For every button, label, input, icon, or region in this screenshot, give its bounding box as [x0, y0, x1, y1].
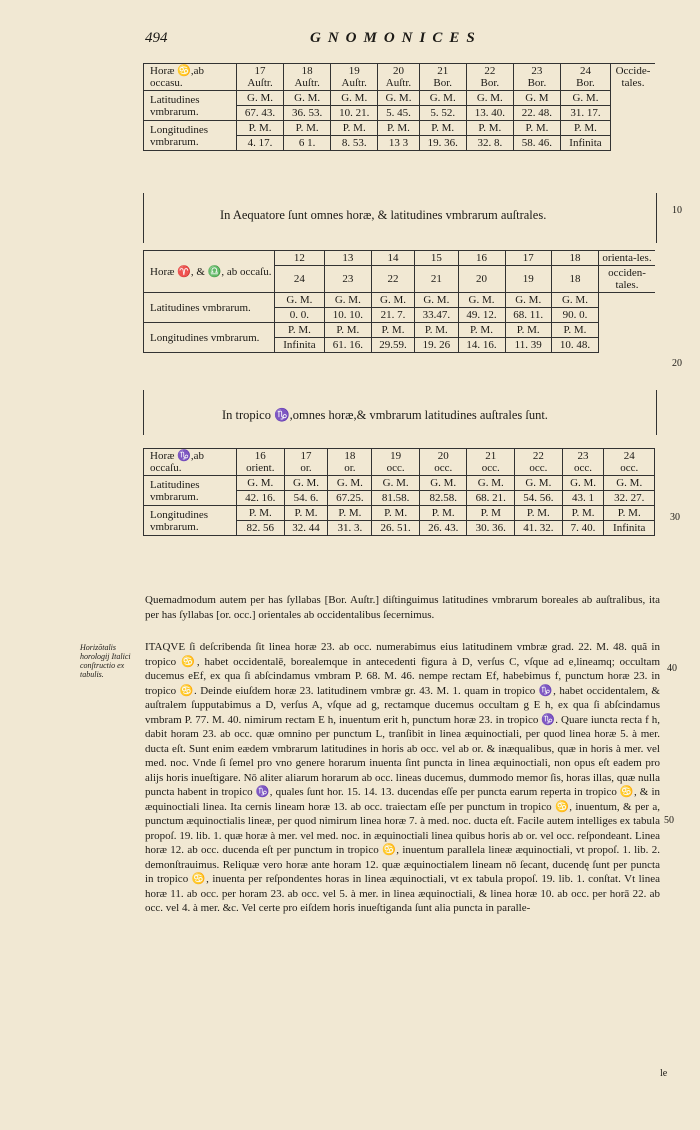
table-cell: 67. 43. [237, 106, 284, 121]
cell-text: 18 [301, 65, 313, 77]
cell-text: Auſtr. [294, 77, 320, 89]
table-cell: 31. 17. [560, 106, 610, 121]
table-cell: 16 [458, 251, 505, 266]
table-cell: P. M. [324, 323, 371, 338]
col-head [419, 64, 466, 91]
cell-text: 23 [531, 65, 543, 77]
table-cell: 32. 8. [466, 136, 513, 151]
table-cell: 11. 39 [505, 338, 551, 353]
table-cell: 36. 53. [284, 106, 331, 121]
table-cell: P. M. [284, 121, 331, 136]
table-cell: 43. 1 [562, 491, 604, 506]
table-cell: G. M. [466, 91, 513, 106]
cell-text: 21 [437, 65, 449, 77]
banner-capricorn: In tropico ♑,omnes horæ,& vmbrarum latitudines auſtrales ſunt. [222, 408, 548, 422]
table-cell [604, 449, 655, 476]
cell-text: 16 [254, 450, 266, 462]
paragraph-intro: Quemadmodum autem per has ſyllabas [Bor. Auſtr.] diſtinguimus latitudines vmbrarum boreales ab auſtralibus, ita per has ſyllabas [or. occ.] orientales ab occidentalibus ſecernimus. [145, 594, 660, 621]
table-cell: G. M. [237, 91, 284, 106]
table-cell: 10. 10. [324, 308, 371, 323]
table-cell: P. M. [237, 506, 285, 521]
table-cell: 67.25. [328, 491, 372, 506]
table-cell: G. M. [284, 476, 328, 491]
cell-text: Auſtr. [247, 77, 273, 89]
table-cell: G. M. [505, 293, 551, 308]
table-aries-libra-hours [143, 250, 655, 353]
table-cell: G. M. [560, 91, 610, 106]
table-cell: G. M. [237, 476, 285, 491]
table-cell: 6 1. [284, 136, 331, 151]
col-head [560, 64, 610, 91]
table-cell: 0. 0. [275, 308, 325, 323]
table-cell: 19. 26 [415, 338, 458, 353]
table-cell: 17 [505, 251, 551, 266]
table-cell: 18 [551, 251, 598, 266]
lon-label: Longitudines vmbrarum. [144, 506, 237, 536]
table-cell: 19 [505, 266, 551, 293]
line-number: 10 [672, 205, 682, 216]
cell-text: 20 [437, 450, 449, 462]
table-cell: 22 [371, 266, 414, 293]
table-cell: P. M. [328, 506, 372, 521]
table-cell: P. M. [419, 506, 467, 521]
table-cancer-hours [143, 63, 655, 151]
table-cell: 22. 48. [513, 106, 560, 121]
cell-text: Auſtr. [341, 77, 367, 89]
table-cell: 41. 32. [515, 521, 563, 536]
table-cell: G. M. [604, 476, 655, 491]
table-cell: 82. 56 [237, 521, 285, 536]
table-cell: 13 [324, 251, 371, 266]
table-cell: G. M. [458, 293, 505, 308]
table-cell: 29.59. [371, 338, 414, 353]
table-cell: 13. 40. [466, 106, 513, 121]
table-cell: P. M. [331, 121, 378, 136]
table-cell: G. M. [562, 476, 604, 491]
table-cell: 14 [371, 251, 414, 266]
table-cell: G. M. [372, 476, 420, 491]
table-cell: P. M. [513, 121, 560, 136]
line-number: 20 [672, 358, 682, 369]
table-cell: 10. 48. [551, 338, 598, 353]
table-cell [467, 449, 515, 476]
table-cell: 19. 36. [419, 136, 466, 151]
table-cell: P. M. [560, 121, 610, 136]
table-cell: 33.47. [415, 308, 458, 323]
table-cell: 54. 6. [284, 491, 328, 506]
table-capricorn-hours [143, 448, 655, 536]
table-cell: G. M. [324, 293, 371, 308]
col-head [331, 64, 378, 91]
table-cell [237, 449, 285, 476]
cell-text: 19 [390, 450, 402, 462]
cell-text: or. [344, 462, 356, 474]
cell-text: 22 [484, 65, 496, 77]
cell-text: 20 [392, 65, 404, 77]
lat-label: Latitudines vmbrarum. [144, 91, 237, 121]
running-header [145, 30, 665, 50]
table-cell: 15 [415, 251, 458, 266]
table-cell: P. M. [515, 506, 563, 521]
side-label: Occide-tales. [611, 64, 656, 151]
table-cell: 7. 40. [562, 521, 604, 536]
col-head [237, 64, 284, 91]
table-cell: P. M. [466, 121, 513, 136]
cell-text: occ. [481, 462, 500, 474]
table-cell [328, 449, 372, 476]
table-cell: 5. 52. [419, 106, 466, 121]
table-cell: 54. 56. [515, 491, 563, 506]
table-cell: G. M [513, 91, 560, 106]
col-head [284, 64, 331, 91]
table-cell: 31. 3. [328, 521, 372, 536]
cell-text: 24 [623, 450, 635, 462]
table-cell: 21 [415, 266, 458, 293]
cell-text: 21 [485, 450, 497, 462]
cell-text: occ. [529, 462, 548, 474]
table-cell: 68. 21. [467, 491, 515, 506]
cell-text: Bor. [480, 77, 500, 89]
table-cell: 32. 44 [284, 521, 328, 536]
lat-label: Latitudines vmbrarum. [144, 293, 275, 323]
table-cell: 4. 17. [237, 136, 284, 151]
table-cell: G. M. [419, 476, 467, 491]
cell-text: 17 [300, 450, 312, 462]
table-cell: G. M. [371, 293, 414, 308]
table-cell: G. M. [419, 91, 466, 106]
col-head [378, 64, 419, 91]
table-cell: G. M. [378, 91, 419, 106]
cell-text: occ. [574, 462, 593, 474]
cell-text: or. [300, 462, 312, 474]
table-cell: 58. 46. [513, 136, 560, 151]
table-cell [599, 293, 656, 353]
table-cell: P. M. [551, 323, 598, 338]
table-cell: G. M. [284, 91, 331, 106]
cell-text: 17 [254, 65, 266, 77]
lon-label: Longitudines vmbrarum. [144, 121, 237, 151]
table-cell: Infinita [604, 521, 655, 536]
row-header: Horæ ♑,ab occaſu. [144, 449, 237, 476]
table-cell: P. M. [237, 121, 284, 136]
row-header: Horæ ♋,ab occasu. [144, 64, 237, 91]
table-cell: P. M. [415, 323, 458, 338]
table-cell: 8. 53. [331, 136, 378, 151]
cell-text: 18 [344, 450, 356, 462]
table-cell: 81.58. [372, 491, 420, 506]
table-cell [515, 449, 563, 476]
cell-text: Bor. [527, 77, 547, 89]
cell-text: occ. [386, 462, 405, 474]
table-cell: P. M. [604, 506, 655, 521]
col-head [466, 64, 513, 91]
table-cell: 5. 45. [378, 106, 419, 121]
table-cell: 68. 11. [505, 308, 551, 323]
cell-text: Auſtr. [385, 77, 412, 89]
banner-aequator: In Aequatore ſunt omnes horæ, & latitudines vmbrarum auſtrales. [220, 208, 547, 222]
table-cell: 13 3 [378, 136, 419, 151]
table-cell: P. M. [372, 506, 420, 521]
paragraph-main: ITAQVE ſi deſcribenda ſit linea horæ 23. ab occ. numerabimus eius latitudinem vmbræ grad. 22. M. 48. quã in tropico ♋, habet occidentalē, borealemque in antecedenti figura à D, verſus C, vſque ad e,lineamq; occultam ducemus eEf, ex qua ſi abſcindamus vmbram P. 68. M. 46. nempe rectam Ef, habebimus f, punctum horæ 23. in tropico ♋. Deinde eiuſdem horæ 23. latitudinem vmbræ gr. 43. M. 1. quam in tropico ♑, habet occidentalem, & auſtralem ſupputabimus a D, verſus A, vſque ad g, rectamque ducemus occultam g E h, ex qua ſi abſcindamus vmbram P. 77. M. 40. nimirum rectam E h, inuentum erit h, punctum horæ 23. in tropico ♑. Quare iuncta recta f h, dabit horam 23. ab occ. quæ omnino per punctum L, tranſibit in linea æquinoctiali, per quod linea horæ 5. à mer. ducta eſt. Sunt enim eædem vmbrarum latitudines in horis ab occ. vel ab or. & inæqualibus, quæ in horis à mer. vel med. noc. Vnde ſi ſemel pro vno genere horarum inuenta ſint puncta in linea æquinoctiali, non opus eſt eadem pro alijs horis inueſtigare. Nō aliter aliarum horarum ab occ. lineas ducemus, dummodo memor ſis, horas illas, quæ nulla puncta habent in tropico ♑, quales ſunt hor. 15. 14. 13. ducendas eſſe per puncta earum reperta in tropico ♋, & in æquinoctiali linea. Ita cernis lineam horæ 13. ab occ. traiectam eſſe per punctum in tropico ♋, inuentum, & per a, punctum æquinoctialis lineæ, per quod nimirum linea horæ 7. à med. noc. ducta eſt. Facile autem intelliges ex tabula propoſ. 19. lib. 1. quæ horæ à mer. vel med. noc. in æquinoctiali linea quibus horis ab or. vel occ. reſpondeant. Linea horæ 12. ab occ. ducenda eſt per punctum in tropico ♋, inuentum parallela lineæ æquinoctiali, vt propoſ. 1. lib. 2. demonſtrauimus. Reliquæ vero horæ ante horam 12. quæ æquinoctialem lineam nō ſecant, ducendę ſunt per puncta in tropico ♋, inuenta per reſpondentes horas in linea æquinoctiali, vt ex tabula propoſ. 19. lib. 1. conſtat. Vt linea horæ 11. ab occ. per horam 23. ab occ. vel 5. à mer. in linea æquinoctiali, & linea horæ 10. ab occ. per horā 22. ab occ. vel 4. à mer. &c. Vel certe pro eiſdem horis inueſtiganda ſunt alia puncta in paralle- [145, 641, 660, 914]
table-cell: 18 [551, 266, 598, 293]
table-cell: G. M. [467, 476, 515, 491]
col-head [513, 64, 560, 91]
table-cell: 23 [324, 266, 371, 293]
line-number: 40 [667, 663, 677, 674]
cell-text: Bor. [576, 77, 595, 89]
table-cell: G. M. [515, 476, 563, 491]
table-cell [284, 449, 328, 476]
table-cell: 32. 27. [604, 491, 655, 506]
table-cell: G. M. [551, 293, 598, 308]
table-cell [562, 449, 604, 476]
table-cell: P. M. [284, 506, 328, 521]
table-cell: 49. 12. [458, 308, 505, 323]
table-cell: P. M [467, 506, 515, 521]
table-cell: P. M. [562, 506, 604, 521]
table-cell [419, 449, 467, 476]
side-label: occiden-tales. [599, 266, 656, 293]
lon-label: Longitudines vmbrarum. [144, 323, 275, 353]
table-cell: 90. 0. [551, 308, 598, 323]
table-cell: Infinita [560, 136, 610, 151]
running-title: GNOMONICES [310, 30, 482, 46]
table-cell: 26. 51. [372, 521, 420, 536]
margin-note: Horizōtalis horologij Italici conſtructio ex tabulis. [80, 643, 131, 679]
row-header: Horæ ♈, & ♎, ab occaſu. [144, 251, 275, 293]
table-cell: 14. 16. [458, 338, 505, 353]
table-cell: 82.58. [419, 491, 467, 506]
cell-text: 19 [348, 65, 360, 77]
cell-text: orient. [246, 462, 275, 474]
table-cell: G. M. [275, 293, 325, 308]
table-cell: G. M. [331, 91, 378, 106]
table-cell: 30. 36. [467, 521, 515, 536]
cell-text: 22 [532, 450, 544, 462]
table-cell: 21. 7. [371, 308, 414, 323]
table-cell: P. M. [419, 121, 466, 136]
table-cell: G. M. [328, 476, 372, 491]
table-cell: P. M. [371, 323, 414, 338]
table-cell: P. M. [458, 323, 505, 338]
table-cell: P. M. [275, 323, 325, 338]
table-cell: 24 [275, 266, 325, 293]
cell-text: Bor. [433, 77, 453, 89]
table-cell: P. M. [505, 323, 551, 338]
table-cell: 10. 21. [331, 106, 378, 121]
table-cell: 42. 16. [237, 491, 285, 506]
table-cell: 61. 16. [324, 338, 371, 353]
table-cell: Infinita [275, 338, 325, 353]
cell-text: 23 [577, 450, 589, 462]
table-cell: 26. 43. [419, 521, 467, 536]
catchword: le [660, 1068, 668, 1079]
table-cell: 20 [458, 266, 505, 293]
table-cell: 12 [275, 251, 325, 266]
cell-text: 24 [579, 65, 591, 77]
cell-text: occ. [434, 462, 453, 474]
lat-label: Latitudines vmbrarum. [144, 476, 237, 506]
table-cell [372, 449, 420, 476]
line-number: 30 [670, 512, 680, 523]
table-cell: G. M. [415, 293, 458, 308]
page-number: 494 [145, 30, 168, 46]
table-cell: P. M. [378, 121, 419, 136]
side-label: orienta-les. [599, 251, 656, 266]
line-number: 50 [664, 815, 674, 826]
cell-text: occ. [620, 462, 639, 474]
